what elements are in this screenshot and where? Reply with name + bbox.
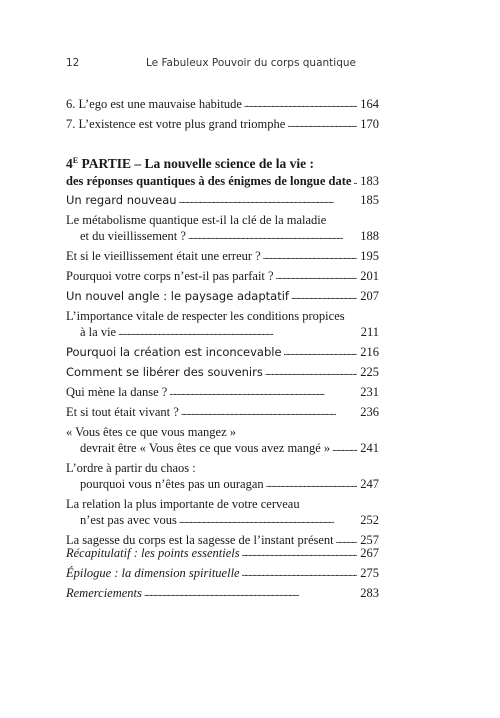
dot-leader (353, 172, 357, 189)
dot-leader (169, 383, 357, 400)
toc-entry[interactable]: à la vie . . . 211 (66, 324, 379, 340)
toc-entry[interactable]: n’est pas avec vous . . . 252 (66, 512, 379, 528)
toc-entry-line1: L’ordre à partir du chaos : (66, 461, 196, 475)
toc-entry[interactable]: Pourquoi votre corps n’est-il pas parfait ? . . . 201 (66, 268, 379, 284)
toc-entry-line1: « Vous êtes ce que vous mangez » (66, 425, 236, 439)
dot-leader (265, 363, 357, 380)
toc-part-4 (66, 152, 379, 189)
toc-entry[interactable]: Et si le vieillissement était une erreur ? . . . 195 (66, 248, 379, 264)
dot-leader (266, 475, 357, 492)
toc-entry-line1: L’importance vitale de respecter les conditions propices (66, 309, 345, 323)
toc-entry[interactable]: 7. L’existence est votre plus grand triomphe . . . 170 (66, 116, 379, 132)
dot-leader (242, 544, 357, 561)
dot-leader (287, 115, 357, 132)
dot-leader (263, 247, 357, 264)
dot-leader (181, 403, 357, 420)
dot-leader (188, 227, 357, 244)
dot-leader (284, 343, 357, 360)
part-heading-line2[interactable]: des réponses quantiques à des énigmes de longue date . . . 183 (66, 173, 379, 189)
toc-entry[interactable]: Comment se libérer des souvenirs . . . 225 (66, 364, 379, 380)
dot-leader (179, 191, 357, 208)
toc-entry[interactable]: Récapitulatif : les points essentiels . . . 267 (66, 545, 379, 561)
toc-entry[interactable]: Un regard nouveau . . . 185 (66, 192, 379, 208)
toc-entries (66, 192, 379, 548)
toc-entry-line1: La relation la plus importante de votre cerveau (66, 497, 300, 511)
toc-entry[interactable]: et du vieillissement ? . . . 188 (66, 228, 379, 244)
toc-entry-line1: Le métabolisme quantique est-il la clé de la maladie (66, 213, 327, 227)
dot-leader (179, 511, 357, 528)
toc-entry[interactable]: Remerciements . . . 283 (66, 585, 379, 601)
toc-entry[interactable]: Pourquoi la création est inconcevable . . . 216 (66, 344, 379, 360)
toc-entry[interactable]: pourquoi vous n’êtes pas un ouragan . . . 247 (66, 476, 379, 492)
toc-top-entries (66, 96, 379, 132)
toc-entry[interactable]: Un nouvel angle : le paysage adaptatif . . . 207 (66, 288, 379, 304)
toc-entry[interactable]: 6. L’ego est une mauvaise habitude . . . 164 (66, 96, 379, 112)
dot-leader (242, 564, 357, 581)
dot-leader (144, 584, 357, 601)
toc-entry[interactable]: La sagesse du corps est la sagesse de l’instant présent . . . 257 (66, 532, 379, 548)
part-heading: $4^E$ PARTIE – La nouvelle science de la vie : (66, 156, 314, 171)
dot-leader (291, 287, 357, 304)
toc-end-matter (66, 545, 379, 601)
toc-entry[interactable]: Épilogue : la dimension spirituelle . . . 275 (66, 565, 379, 581)
toc-entry[interactable]: Qui mène la danse ? . . . 231 (66, 384, 379, 400)
dot-leader (276, 267, 357, 284)
toc-entry[interactable]: devrait être « Vous êtes ce que vous avez mangé » . . . 241 (66, 440, 379, 456)
dot-leader (332, 439, 357, 456)
page-number: 12 (66, 57, 80, 69)
toc-entry[interactable]: Et si tout était vivant ? . . . 236 (66, 404, 379, 420)
dot-leader (244, 95, 357, 112)
dot-leader (118, 323, 357, 340)
running-title: Le Fabuleux Pouvoir du corps quantique (146, 57, 356, 69)
